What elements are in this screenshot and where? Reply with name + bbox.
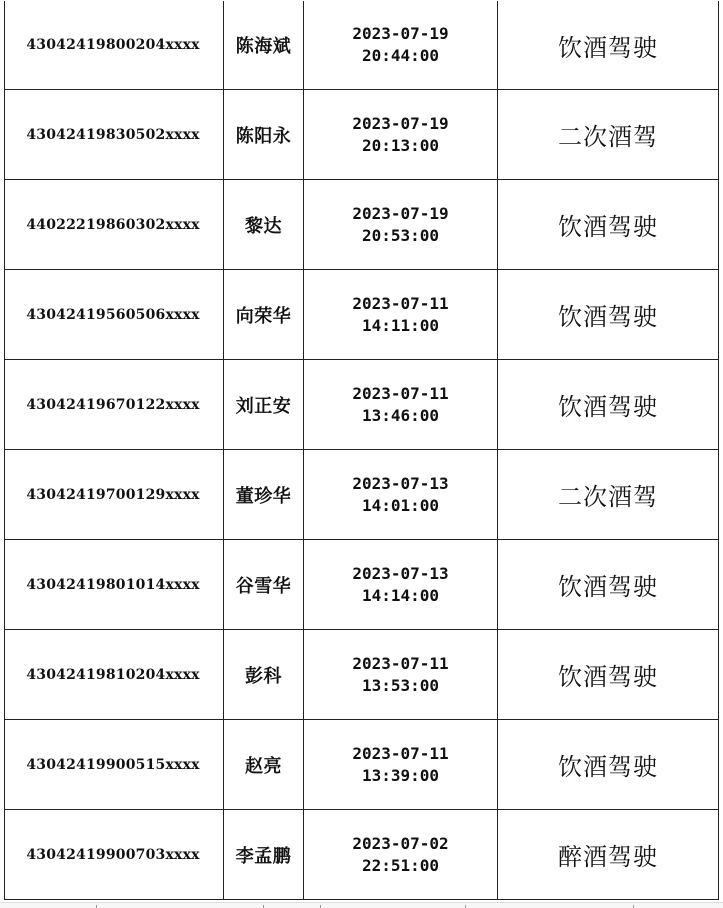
date-text: 2023-07-11 [352,293,449,313]
id-number-cell: 43042419810204xxxx [4,630,224,719]
table-row [4,540,719,630]
date-text: 2023-07-13 [352,473,449,493]
violation-type-cell: 饮酒驾驶 [498,180,719,269]
violation-type-cell: 醉酒驾驶 [498,810,719,899]
time-text: 22:51:00 [361,855,440,875]
datetime-cell [304,1,498,89]
date-text: 2023-07-19 [352,113,449,133]
name-cell: 谷雪华 [224,540,304,629]
id-number-cell: 43042419700129xxxx [4,450,224,539]
datetime-cell [304,360,498,449]
id-number-cell: 43042419900515xxxx [4,720,224,809]
name-cell: 赵亮 [224,720,304,809]
time-text: 20:53:00 [361,225,440,245]
violation-type-cell: 饮酒驾驶 [498,270,719,359]
date-text: 2023-07-19 [352,24,449,43]
name-cell: 董珍华 [224,450,304,539]
id-number-cell: 43042419801014xxxx [4,540,224,629]
id-number-cell: 43042419560506xxxx [4,270,224,359]
datetime-cell [304,180,498,269]
table-row [4,810,719,900]
time-text: 14:01:00 [361,495,440,515]
table-row [4,270,719,360]
time-text: 14:11:00 [361,315,440,335]
date-text: 2023-07-11 [352,653,449,673]
table-row [4,180,719,270]
datetime-cell [304,450,498,539]
datetime-cell [304,810,498,899]
table-row [4,630,719,720]
datetime-cell [304,540,498,629]
name-cell: 向荣华 [224,270,304,359]
id-number-cell: 44022219860302xxxx [4,180,224,269]
time-text: 13:39:00 [361,765,440,785]
violation-type-cell: 饮酒驾驶 [498,1,719,89]
table-row [4,90,719,180]
violation-type-cell: 二次酒驾 [498,90,719,179]
time-text: 13:46:00 [361,405,440,425]
violation-type-cell: 饮酒驾驶 [498,540,719,629]
violation-type-cell: 饮酒驾驶 [498,360,719,449]
name-cell: 彭科 [224,630,304,719]
datetime-cell [304,720,498,809]
name-cell: 李孟鹏 [224,810,304,899]
table-row [4,450,719,540]
time-text: 20:13:00 [361,135,440,155]
id-number-cell: 43042419900703xxxx [4,810,224,899]
time-text: 14:14:00 [361,585,440,605]
name-cell: 刘正安 [224,360,304,449]
table-row [4,0,719,90]
time-text: 20:44:00 [361,46,440,65]
violation-type-cell: 饮酒驾驶 [498,720,719,809]
datetime-cell [304,90,498,179]
date-text: 2023-07-11 [352,383,449,403]
name-cell: 黎达 [224,180,304,269]
datetime-cell [304,630,498,719]
name-cell: 陈海斌 [224,1,304,89]
id-number-cell: 43042419800204xxxx [4,1,224,89]
violation-type-cell: 饮酒驾驶 [498,630,719,719]
offender-table [4,0,719,902]
bottom-ruler-strip [0,902,723,908]
name-cell: 陈阳永 [224,90,304,179]
table-row [4,720,719,810]
date-text: 2023-07-13 [352,563,449,583]
violation-type-cell: 二次酒驾 [498,450,719,539]
datetime-cell [304,270,498,359]
time-text: 13:53:00 [361,675,440,695]
date-text: 2023-07-11 [352,743,449,763]
table-row [4,360,719,450]
id-number-cell: 43042419830502xxxx [4,90,224,179]
id-number-cell: 43042419670122xxxx [4,360,224,449]
date-text: 2023-07-19 [352,203,449,223]
date-text: 2023-07-02 [352,833,449,853]
